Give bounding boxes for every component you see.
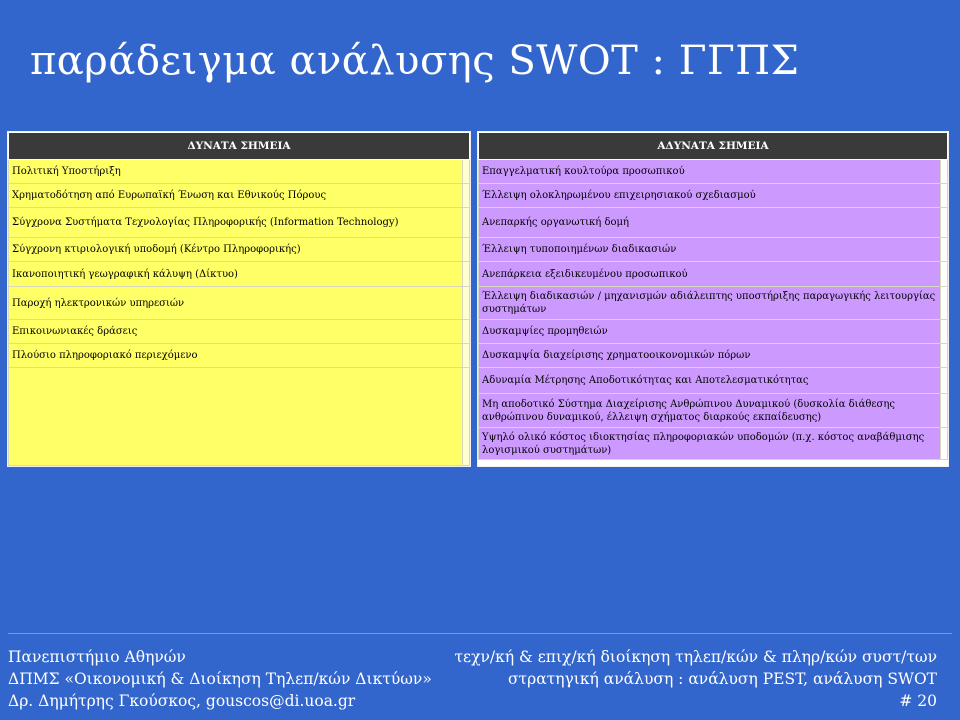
- strengths-header: ΔΥΝΑΤΑ ΣΗΜΕΙΑ: [9, 133, 470, 160]
- weakness-item: Ανεπαρκής οργανωτική δομή: [479, 208, 941, 238]
- strength-item: Χρηματοδότηση από Ευρωπαϊκή Ένωση και Εθνικούς Πόρους: [9, 184, 463, 208]
- footer-topic: στρατηγική ανάλυση : ανάλυση PEST, ανάλυση SWOT: [507, 670, 937, 688]
- strength-item: Επικοινωνιακές δράσεις: [9, 320, 463, 344]
- strength-item: Σύγχρονα Συστήματα Τεχνολογίας Πληροφορικής (Information Technology): [9, 208, 463, 238]
- weakness-item: Δυσκαμψίες προμηθειών: [479, 320, 941, 344]
- weaknesses-table: [478, 132, 948, 460]
- weakness-item: Έλλειψη τυποποιημένων διαδικασιών: [479, 238, 941, 262]
- strength-item: Ικανοποιητική γεωγραφική κάλυψη (Δίκτυο): [9, 262, 463, 287]
- weakness-item: Αδυναμία Μέτρησης Αποδοτικότητας και Αποτελεσματικότητας: [479, 368, 941, 394]
- weakness-item: Έλλειψη ολοκληρωμένου επιχειρησιακού σχεδιασμού: [479, 184, 941, 208]
- footer-divider: [8, 633, 952, 634]
- footer-program: ΔΠΜΣ «Οικονομική & Διοίκηση Τηλεπ/κών Δικτύων»: [8, 670, 432, 688]
- weakness-item: Μη αποδοτικό Σύστημα Διαχείρισης Ανθρώπινου Δυναμικού (δυσκολία διάθεσης ανθρώπινου δυναμικού, έλλειψη σχήματος διαρκούς εκπαίδευσης): [479, 394, 941, 428]
- weakness-item: Δυσκαμψία διαχείρισης χρηματοοικονομικών πόρων: [479, 344, 941, 368]
- weakness-item: Έλλειψη διαδικασιών / μηχανισμών αδιάλειπτης υποστήριξης παραγωγικής λειτουργίας συστημάτων: [479, 287, 941, 320]
- weaknesses-header: ΑΔΥΝΑΤΑ ΣΗΜΕΙΑ: [479, 133, 948, 160]
- footer-page-number: # 20: [899, 692, 937, 710]
- footer-course: τεχν/κή & επιχ/κή διοίκηση τηλεπ/κών & πληρ/κών συστ/των: [454, 648, 937, 666]
- slide-title: παράδειγμα ανάλυσης SWOT : ΓΓΠΣ: [30, 38, 800, 84]
- footer-university: Πανεπιστήμιο Αθηνών: [8, 648, 186, 666]
- weaknesses-panel: [477, 131, 949, 467]
- strength-item: Πολιτική Υποστήριξη: [9, 160, 463, 184]
- strength-item: Σύγχρονη κτιριολογική υποδομή (Κέντρο Πληροφορικής): [9, 238, 463, 262]
- strength-item: Παροχή ηλεκτρονικών υπηρεσιών: [9, 287, 463, 320]
- footer-author: Δρ. Δημήτρης Γκούσκος, gouscos@di.uoa.gr: [8, 692, 356, 710]
- weakness-item: Υψηλό ολικό κόστος ιδιοκτησίας πληροφοριακών υποδομών (π.χ. κόστος αναβάθμισης λογισμικού συστημάτων): [479, 428, 941, 460]
- strengths-table: [8, 132, 470, 466]
- weakness-item: Ανεπάρκεια εξειδικευμένου προσωπικού: [479, 262, 941, 287]
- strengths-panel: [7, 131, 471, 467]
- weakness-item: Επαγγελματική κουλτούρα προσωπικού: [479, 160, 941, 184]
- strength-item: Πλούσιο πληροφοριακό περιεχόμενο: [9, 344, 463, 368]
